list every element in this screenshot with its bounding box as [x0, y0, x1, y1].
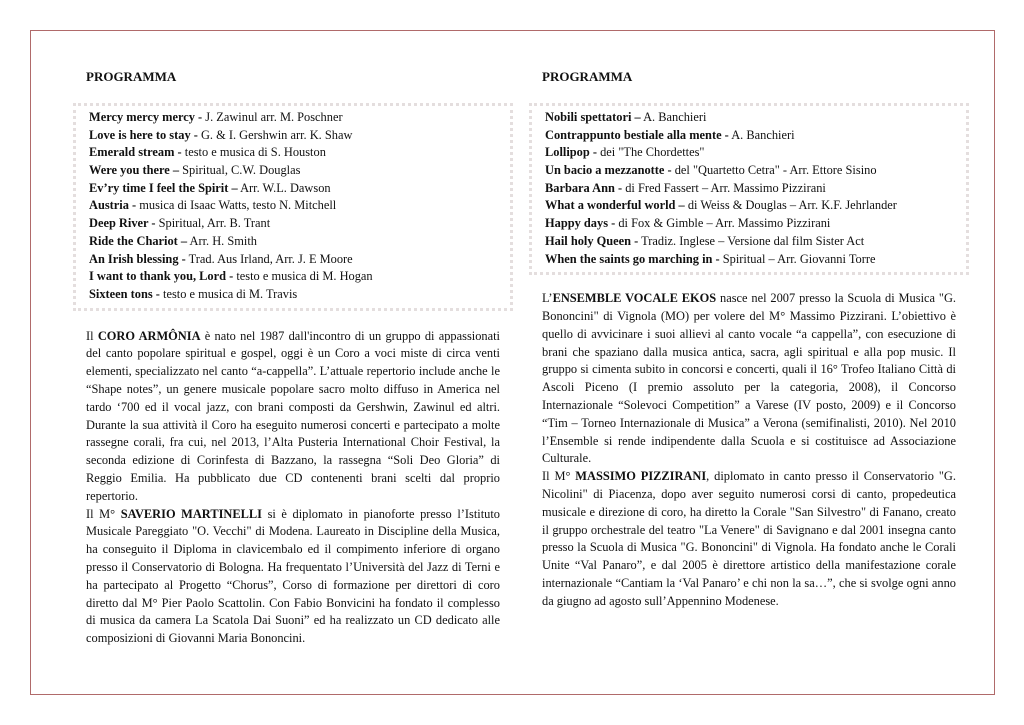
- program-item: [89, 109, 498, 127]
- bio-text: nasce nel 2007 presso la Scuola di Musica "G. Bononcini" di Vignola (MO) per volere del M° Massimo Pizzirani. L’obiettivo è quello di avvicinare i suoi allievi al canto vocale “a cappella”, con esecuzione di brani che spaziano dalla musica antica, sacra, agli spiritual e alla pop music. Il gruppo si cimenta subito in concorsi e concerti, quali il 16° Trofeo Italiano Città di Ascoli Piceno (I premio assoluto per la categoria, 2008), il Concorso Internazionale “Solevoci Competition” a Varese (IV posto, 2009) e il Concorso “Tim – Torneo Internazionale di Musica” a Verona (semifinalisti, 2010). Nel 2010 l’Ensemble si rende indipendente dalla Scuola e si costituisce ad Associazione Culturale.: [542, 291, 956, 466]
- program-item-title: Love is here to stay -: [89, 127, 198, 142]
- ensemble-name: CORO ARMÔNIA: [97, 328, 201, 343]
- program-item-title: Ride the Chariot –: [89, 233, 188, 248]
- program-item-title: Austria -: [89, 198, 137, 213]
- program-item-title: An Irish blessing -: [89, 251, 186, 266]
- program-item-title: Hail holy Queen -: [545, 233, 639, 248]
- program-item-detail: musica di Isaac Watts, testo N. Mitchell: [136, 198, 337, 213]
- program-item-detail: di Weiss & Douglas – Arr. K.F. Jehrlander: [684, 198, 897, 213]
- coro-armonia-bio: [86, 328, 500, 506]
- program-item: [89, 268, 498, 286]
- program-item-title: Mercy mercy mercy -: [89, 110, 203, 124]
- program-item-title: Sixteen tons -: [89, 286, 160, 301]
- martinelli-bio: [86, 506, 500, 648]
- program-item-title: Contrappunto bestiale alla mente -: [545, 127, 729, 142]
- program-list-right: [529, 103, 969, 275]
- program-item: [545, 180, 954, 198]
- director-name: SAVERIO MARTINELLI: [120, 506, 262, 521]
- program-item-detail: Spiritual – Arr. Giovanni Torre: [719, 251, 876, 266]
- program-item-title: Lollipop -: [545, 145, 597, 160]
- program-item-title: Emerald stream -: [89, 145, 182, 160]
- program-item: [89, 162, 498, 180]
- right-column: [542, 68, 956, 611]
- program-item-detail: testo e musica di S. Houston: [181, 145, 326, 160]
- bio-text: è nato nel 1987 dall'incontro di un gruppo di appassionati del canto popolare spiritual e gospel, oggi è un Coro a voci miste di circa venti elementi, specializzato nel canto “a-cappella”. L’attuale repertorio include anche le “Shape notes”, un genere musicale popolare sacro molto diffuso in America nel tardo ‘700 ed il vocal jazz, con brani composti da Gershwin, Zawinul ed altri. Durante la sua attività il Coro ha eseguito numerosi concerti e partecipato a molte rassegne corali, fra cui, nel 2013, l’Alta Pusteria International Choir Festival, la seconda edizione di Corinfesta di Bazzano, la rassegna “Soli Deo Gloria” di Reggio Emilia. Ha pubblicato due CD contenenti brani scelti dal proprio repertorio.: [86, 328, 500, 503]
- program-item-detail: Arr. W.L. Dawson: [237, 180, 331, 195]
- program-item-detail: Tradiz. Inglese – Versione dal film Sister Act: [638, 233, 865, 248]
- program-item: [89, 127, 498, 145]
- bio-prefix: L’: [542, 291, 553, 306]
- program-item-title: Deep River -: [89, 216, 156, 231]
- bio-text: , diplomato in canto presso il Conservatorio "G. Nicolini" di Piacenza, dopo aver seguito numerosi corsi di canto, propedeutica musicale e direzione di coro, ha diretto la Corale "San Silvestro" di Fanano, creato il gruppo orchestrale del teatro "La Venere" di Savignano e dal 2001 insegna canto presso la Scuola di Musica "G. Bononcini" di Vignola. Ha fondato anche le Corali Unite “Val Panaro”, e dal 2005 è direttore artistico della manifestazione corale internazionale “Cantiam la ‘Val Panaro’ e chi non la sa…”, che si svolge ogni anno da giugno ad agosto sull’Appennino Modenese.: [542, 469, 956, 608]
- program-item: [89, 286, 498, 304]
- program-item: [89, 215, 498, 233]
- program-item-title: Happy days -: [545, 216, 616, 231]
- program-item: [545, 127, 954, 145]
- bio-prefix: Il: [86, 328, 98, 343]
- pizzirani-bio: [542, 468, 956, 610]
- program-item-title: What a wonderful world –: [545, 198, 685, 213]
- program-heading-left: PROGRAMMA: [86, 69, 177, 84]
- program-item-detail: A. Banchieri: [728, 127, 795, 142]
- program-item-detail: del "Quartetto Cetra" - Arr. Ettore Sisino: [671, 163, 877, 178]
- program-item: [545, 251, 954, 269]
- program-item: [545, 215, 954, 233]
- program-item-detail: Arr. H. Smith: [187, 233, 257, 248]
- director-name: MASSIMO PIZZIRANI: [575, 469, 707, 484]
- program-item-title: I want to thank you, Lord -: [89, 269, 234, 284]
- program-item: [89, 180, 498, 198]
- program-item-detail: di Fox & Gimble – Arr. Massimo Pizzirani: [615, 216, 831, 231]
- program-item: [545, 197, 954, 215]
- program-item-detail: testo e musica di M. Travis: [159, 286, 298, 301]
- program-item-detail: G. & I. Gershwin arr. K. Shaw: [197, 127, 353, 142]
- bio-prefix: Il M°: [86, 506, 121, 521]
- program-item: [545, 144, 954, 162]
- program-item-title: Nobili spettatori –: [545, 110, 641, 124]
- program-item: [89, 251, 498, 269]
- program-item-detail: Spiritual, C.W. Douglas: [179, 163, 301, 178]
- program-item-detail: dei "The Chordettes": [597, 145, 705, 160]
- program-item-detail: J. Zawinul arr. M. Poschner: [202, 110, 343, 124]
- program-item: [545, 233, 954, 251]
- program-item-detail: testo e musica di M. Hogan: [233, 269, 373, 284]
- program-item: [545, 109, 954, 127]
- bio-prefix: Il M°: [542, 469, 576, 484]
- left-column: [86, 68, 500, 648]
- program-item-title: Barbara Ann -: [545, 180, 623, 195]
- program-item-detail: A. Banchieri: [640, 110, 707, 124]
- program-item: [89, 197, 498, 215]
- program-heading-right: PROGRAMMA: [542, 69, 633, 84]
- ensemble-ekos-bio: [542, 290, 956, 468]
- program-item: [89, 144, 498, 162]
- program-item-title: When the saints go marching in -: [545, 251, 720, 266]
- program-item: [89, 233, 498, 251]
- program-item-detail: Spiritual, Arr. B. Trant: [155, 216, 271, 231]
- program-item: [545, 162, 954, 180]
- program-item-detail: Trad. Aus Irland, Arr. J. E Moore: [185, 251, 353, 266]
- program-item-title: Were you there –: [89, 163, 180, 178]
- bio-text: si è diplomato in pianoforte presso l’Istituto Musicale Pareggiato "O. Vecchi" di Modena. Laureato in Discipline della Musica, ha conseguito il Diploma in clavicembalo ed il compimento inferiore di organo presso il Conservatorio di Bologna. Ha frequentato l’Università del Jazz di Terni e ha partecipato al Progetto “Chorus”, Corso di formazione per direttori di coro diretto dal M° Pier Paolo Scattolin. Con Fabio Bonvicini ha fondato il complesso di musica da camera La Scatola Dai Suoni” ed ha realizzato un CD dedicato alle composizioni di Giovanni Maria Bononcini.: [86, 506, 500, 646]
- program-item-title: Ev’ry time I feel the Spirit –: [89, 180, 238, 195]
- program-item-title: Un bacio a mezzanotte -: [545, 163, 672, 178]
- ensemble-name: ENSEMBLE VOCALE EKOS: [552, 291, 717, 306]
- program-item-detail: di Fred Fassert – Arr. Massimo Pizzirani: [622, 180, 826, 195]
- program-list-left: [73, 103, 513, 311]
